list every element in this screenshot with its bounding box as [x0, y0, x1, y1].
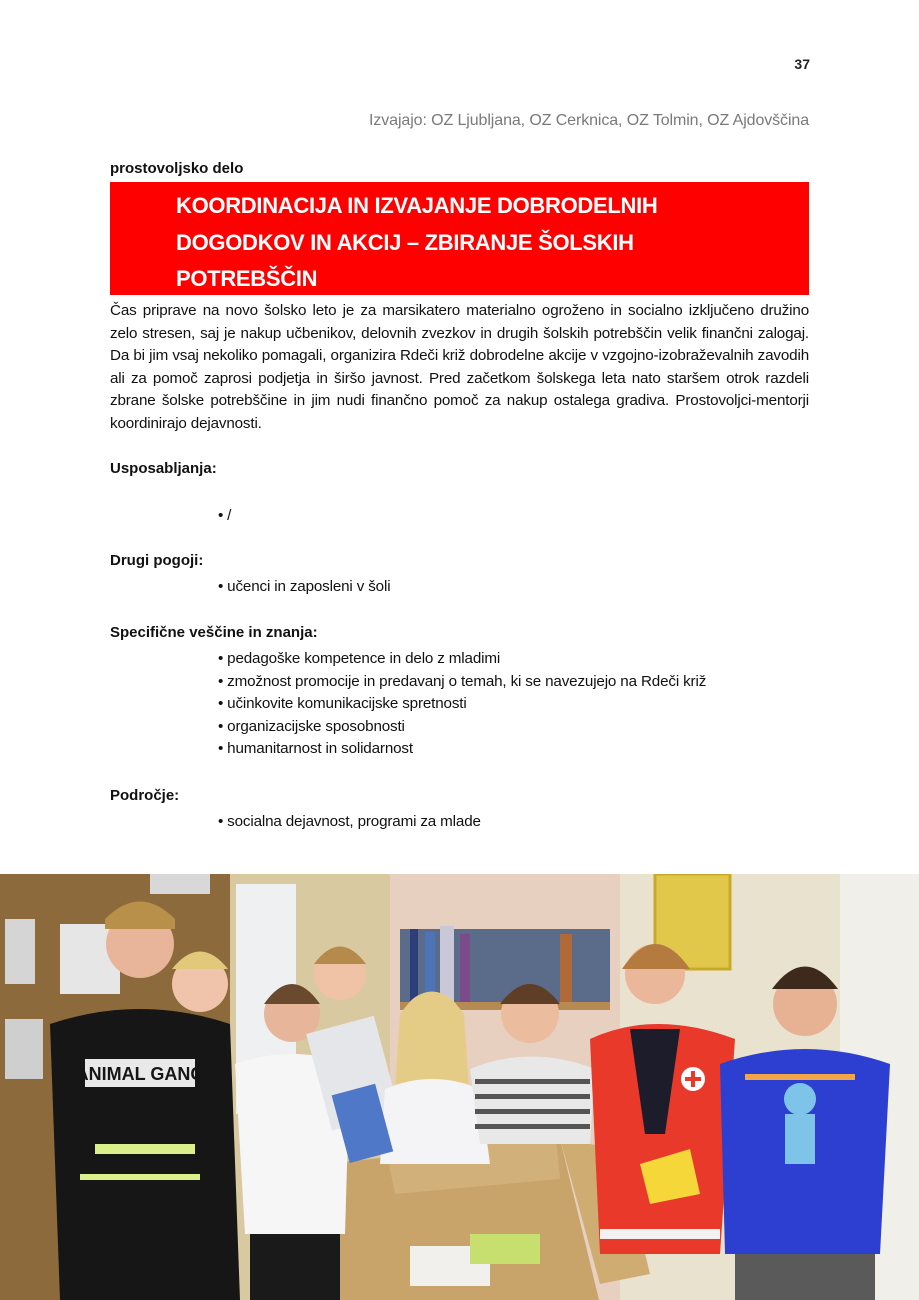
page-title: KOORDINACIJA IN IZVAJANJE DOBRODELNIH DOGODKOV IN AKCIJ – ZBIRANJE ŠOLSKIH POTREBŠČIN — [176, 193, 658, 291]
area-list — [218, 811, 481, 834]
striped-shirt — [470, 1057, 595, 1145]
list-item: • učinkovite komunikacijske spretnosti — [218, 693, 706, 716]
shirt-print: ANIMAL GANG — [75, 1064, 205, 1084]
list-item: • pedagoške kompetence in delo z mladimi — [218, 648, 706, 671]
intro-paragraph: Čas priprave na novo šolsko leto je za marsikatero materialno ogroženo in socialno izključeno družino zelo stresen, saj je nakup učbenikov, delovnih zvezkov in drugih šolskih potrebščin velik finančni zalogaj. Da bi jim vsaj nekoliko pomagali, organizira Rdeči križ dobrodelne akcije v vzgojno-izobraževalnih zavodih ali za pomoč zaprosi podjetja in širšo javnost. Pred začetkom šolskega leta nato staršem otrok razdeli zbrane šolske potrebščine in jim nudi finančno pomoč za nakup ostalega gradiva. Prostovoljci-mentorji koordinirajo dejavnosti. — [110, 302, 809, 432]
skills-list — [218, 648, 706, 761]
group-photo — [0, 874, 919, 1300]
list-item: • zmožnost promocije in predavanj o temah, ki se navezujejo na Rdeči križ — [218, 671, 706, 694]
section-heading-skills: Specifične veščine in znanja: — [110, 624, 318, 641]
group-photo-illustration — [0, 874, 919, 1300]
section-heading-training: Usposabljanja: — [110, 460, 217, 477]
providers-line: Izvajajo: OZ Ljubljana, OZ Cerknica, OZ Tolmin, OZ Ajdovščina — [369, 112, 809, 129]
category-label: prostovoljsko delo — [110, 160, 244, 177]
list-item: • učenci in zaposleni v šoli — [218, 576, 390, 599]
page-number: 37 — [794, 56, 810, 72]
list-item: • organizacijske sposobnosti — [218, 716, 706, 739]
training-list — [218, 505, 231, 528]
conditions-list — [218, 576, 390, 599]
title-banner — [110, 182, 809, 295]
section-heading-area: Področje: — [110, 787, 180, 804]
list-item: • humanitarnost in solidarnost — [218, 738, 706, 761]
list-item: • / — [218, 505, 231, 528]
black-tshirt — [50, 1009, 240, 1300]
list-item: • socialna dejavnost, programi za mlade — [218, 811, 481, 834]
section-heading-conditions: Drugi pogoji: — [110, 552, 204, 569]
